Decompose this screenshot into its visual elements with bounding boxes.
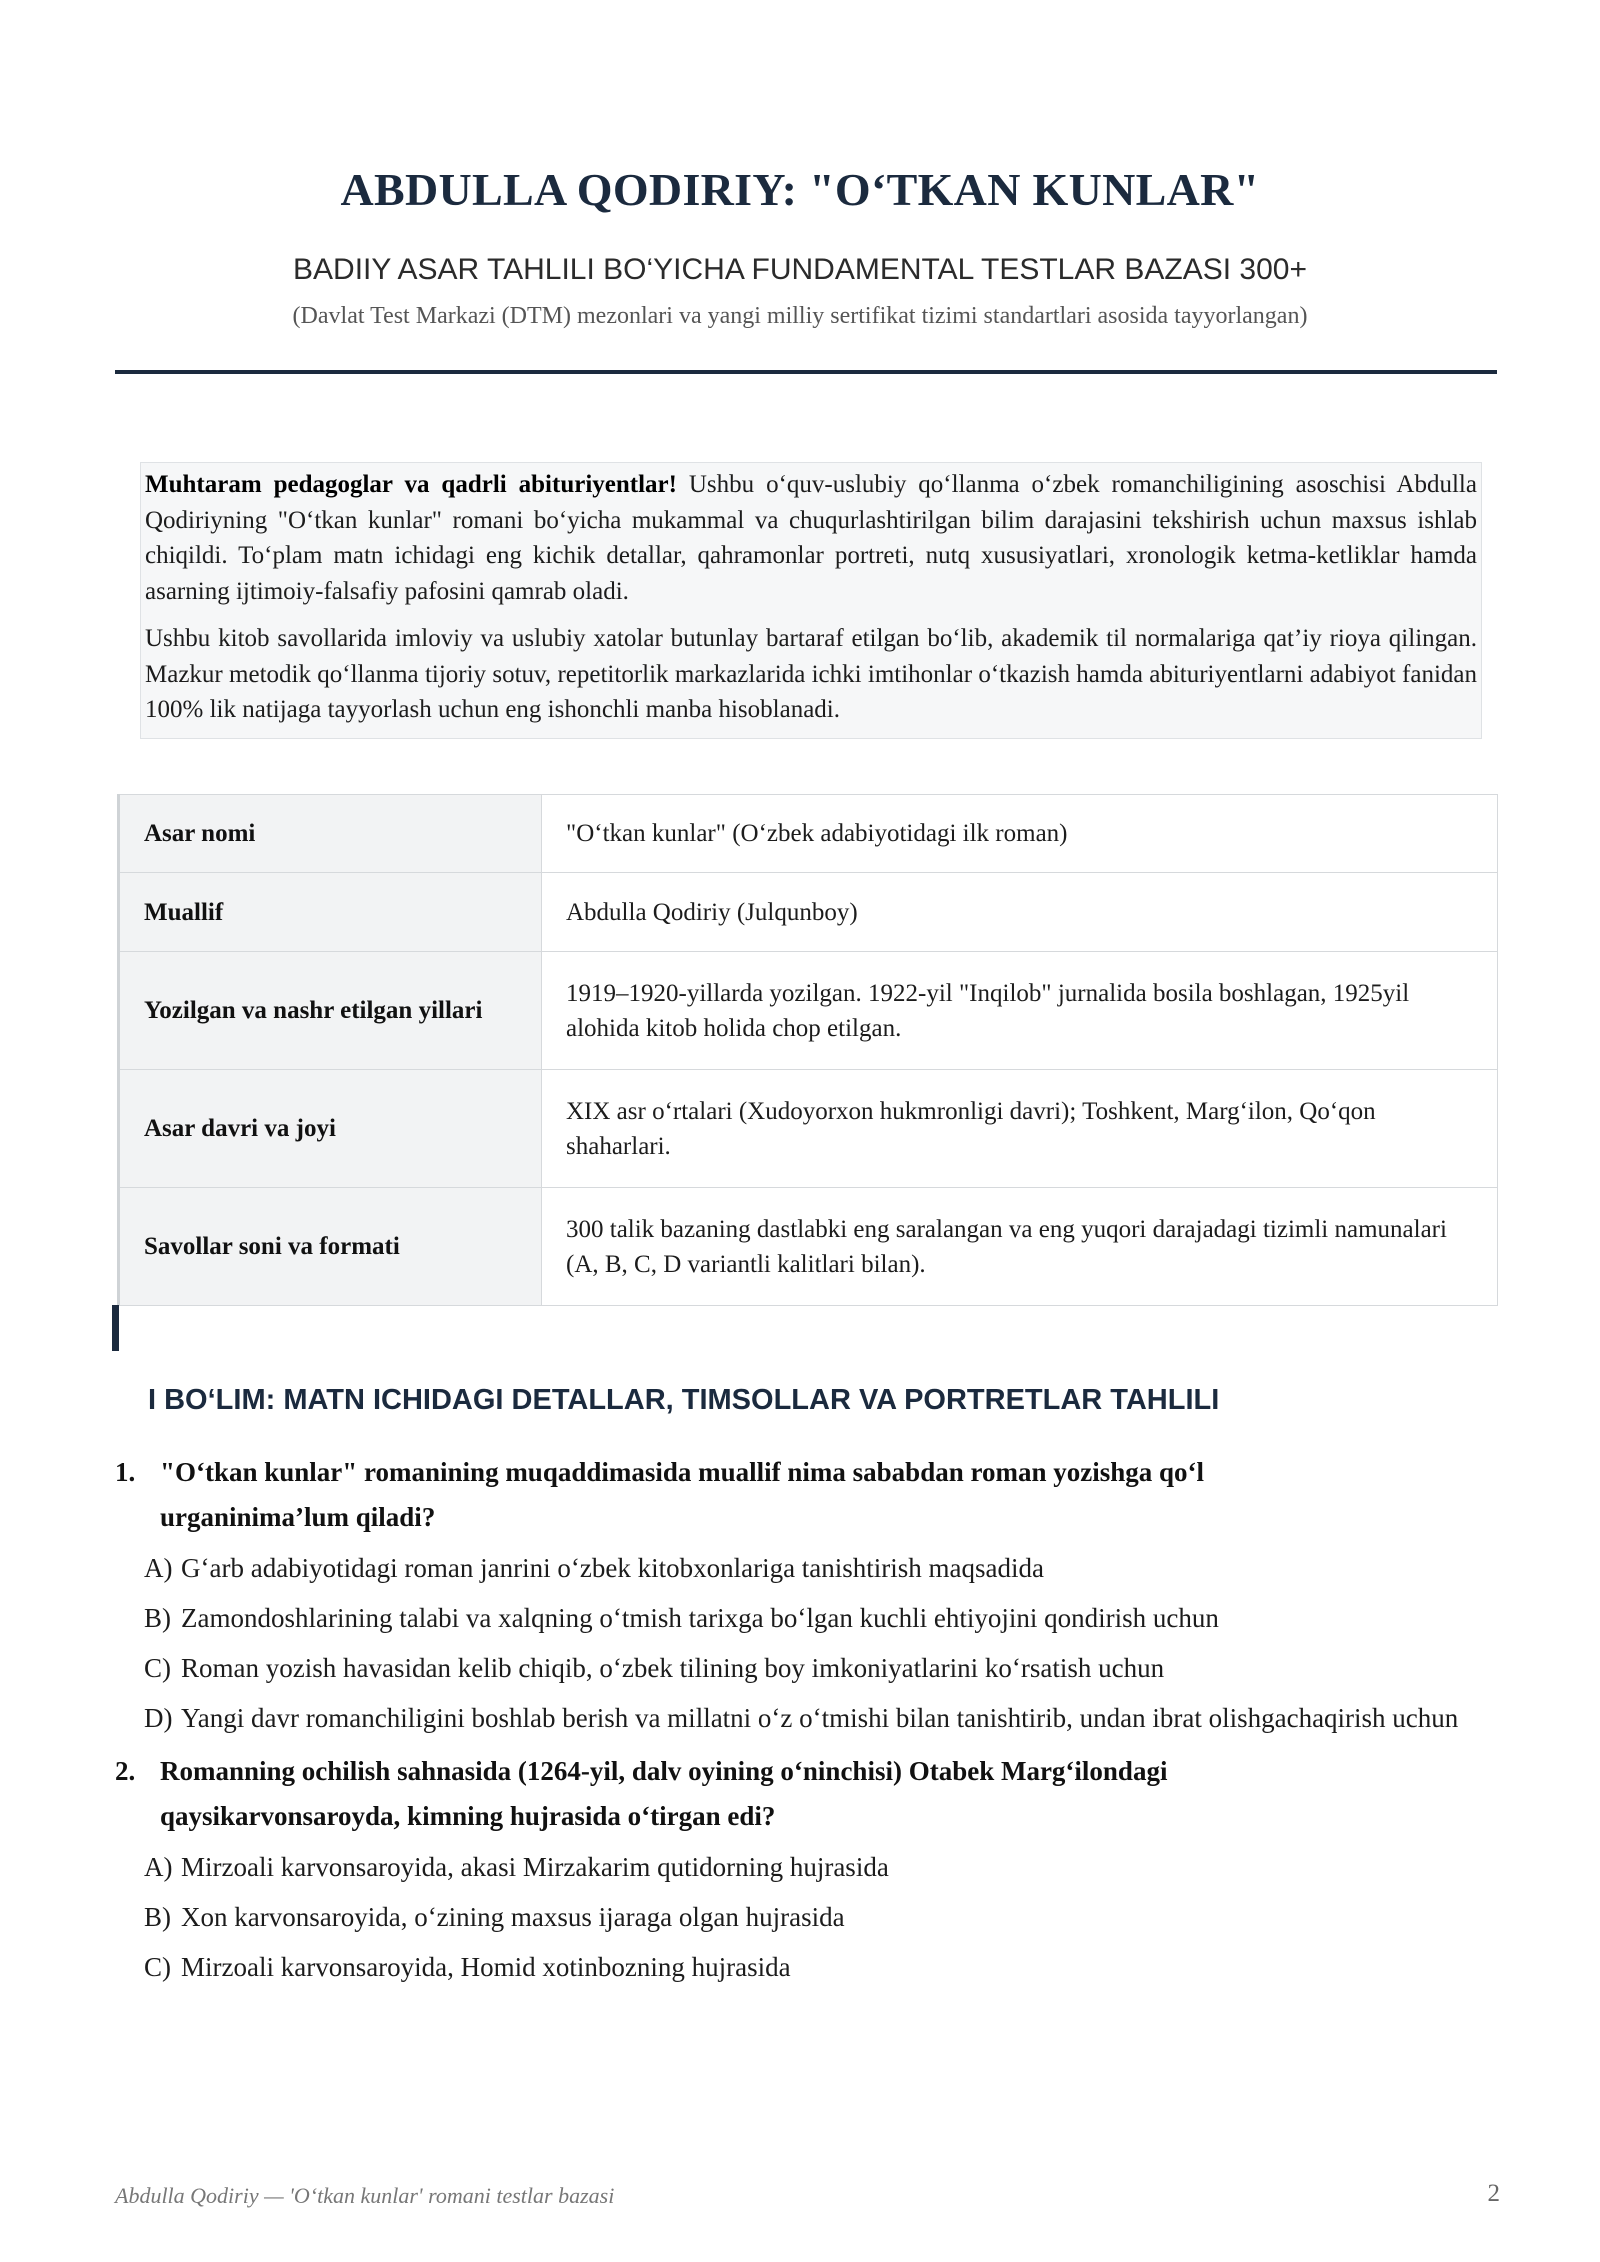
intro-text-1: Ushbu o‘quv-uslubiy qo‘llanma o‘zbek romanchiligining asoschisi Abdulla Qodiriyning "O‘tkan kunlar" romani bo‘yicha mukammal va chuqurlashtirilgan bilim darajasini tekshirish uchun maxsus ishlab chiqildi. To‘plam matn ichidagi eng kichik detallar, qahramonlar portreti, nutq xususiyatlari, xronologik ketma-ketliklar hamda asarning ijtimoiy-falsafiy pafosini qamrab oladi.: [145, 471, 1477, 605]
option-text: Mirzoali karvonsaroyida, akasi Mirzakarim qutidorning hujrasida: [181, 1852, 889, 1882]
option-letter: B): [144, 1902, 171, 1932]
answer-option: [144, 1898, 1495, 1936]
answer-option: [144, 1599, 1495, 1637]
option-text: G‘arb adabiyotidagi roman janrini o‘zbek kitobxonlariga tanishtirish maqsadida: [181, 1553, 1045, 1583]
info-key: Asar nomi: [119, 795, 542, 873]
section-accent-bar: [112, 1305, 119, 1351]
info-value: 1919–1920-yillarda yozilgan. 1922-yil "Inqilob" jurnalida bosila boshlagan, 1925yil alohida kitob holida chop etilgan.: [542, 952, 1498, 1070]
option-text: Xon karvonsaroyida, o‘zining maxsus ijaraga olgan hujrasida: [181, 1902, 845, 1932]
info-value: "O‘tkan kunlar" (O‘zbek adabiyotidagi ilk roman): [542, 795, 1498, 873]
question-item: [115, 1749, 1495, 1986]
question-text: "O‘tkan kunlar" romanining muqaddimasida muallif nima sababdan roman yozishga qo‘l urganinima’lum qiladi?: [160, 1457, 1204, 1532]
page-subtitle: BADIIY ASAR TAHLILI BO‘YICHA FUNDAMENTAL TESTLAR BAZASI 300+: [293, 253, 1307, 286]
answer-option: [144, 1649, 1495, 1687]
info-key: Asar davri va joyi: [119, 1070, 542, 1188]
info-value: Abdulla Qodiriy (Julqunboy): [542, 873, 1498, 952]
question-number: 1.: [115, 1457, 136, 1487]
option-letter: C): [144, 1952, 171, 1982]
option-text: Yangi davr romanchiligini boshlab berish va millatni o‘z o‘tmishi bilan tanishtirib, undan ibrat olishgachaqirish uchun: [181, 1703, 1459, 1733]
option-letter: C): [144, 1653, 171, 1683]
option-letter: A): [144, 1553, 173, 1583]
info-row: [119, 1070, 1498, 1188]
question-list: [115, 1450, 1495, 1998]
option-letter: A): [144, 1852, 173, 1882]
intro-lead: Muhtaram pedagoglar va qadrli abituriyentlar!: [145, 471, 677, 498]
info-key: Muallif: [119, 873, 542, 952]
info-key: Savollar soni va formati: [119, 1188, 542, 1306]
answer-option: [144, 1699, 1495, 1737]
question-stem: [115, 1450, 1495, 1540]
option-text: Roman yozish havasidan kelib chiqib, o‘zbek tilining boy imkoniyatlarini ko‘rsatish uchun: [181, 1653, 1165, 1683]
info-row: [119, 952, 1498, 1070]
question-number: 2.: [115, 1756, 136, 1786]
option-text: Zamondoshlarining talabi va xalqning o‘tmish tarixga bo‘lgan kuchli ehtiyojini qondirish uchun: [181, 1603, 1219, 1633]
info-row: [119, 795, 1498, 873]
footer-caption: Abdulla Qodiriy — 'O‘tkan kunlar' romani testlar bazasi: [115, 2183, 615, 2208]
info-key: Yozilgan va nashr etilgan yillari: [119, 952, 542, 1070]
intro-paragraph-1: [145, 467, 1477, 609]
info-value: 300 talik bazaning dastlabki eng saralangan va eng yuqori darajadagi tizimli namunalari (A, B, C, D variantli kalitlari bilan).: [542, 1188, 1498, 1306]
option-text: Mirzoali karvonsaroyida, Homid xotinbozning hujrasida: [181, 1952, 791, 1982]
answer-option: [144, 1948, 1495, 1986]
intro-box: [140, 462, 1482, 739]
page-title: ABDULLA QODIRIY: "O‘TKAN KUNLAR": [340, 164, 1260, 215]
intro-paragraph-2: Ushbu kitob savollarida imloviy va uslubiy xatolar butunlay bartaraf etilgan bo‘lib, akademik til normalariga qat’iy rioya qilingan. Mazkur metodik qo‘llanma tijoriy sotuv, repetitorlik markazlarida ichki imtihonlar o‘tkazish hamda abituriyentlarni adabiyot fanidan 100% lik natijaga tayyorlash uchun eng ishonchli manba hisoblanadi.: [145, 625, 1477, 723]
info-table: [117, 794, 1498, 1306]
page-note: (Davlat Test Markazi (DTM) mezonlari va yangi milliy sertifikat tizimi standartlari asosida tayyorlangan): [292, 303, 1308, 329]
question-item: [115, 1450, 1495, 1737]
answer-options: [115, 1848, 1495, 1986]
option-letter: B): [144, 1603, 171, 1633]
question-text: Romanning ochilish sahnasida (1264-yil, dalv oyining o‘ninchisi) Otabek Marg‘ilondagi qaysikarvonsaroyda, kimning hujrasida o‘tirgan edi?: [160, 1756, 1168, 1831]
info-row: [119, 1188, 1498, 1306]
info-row: [119, 873, 1498, 952]
page-number: 2: [1487, 2180, 1500, 2207]
question-stem: [115, 1749, 1495, 1839]
answer-option: [144, 1549, 1495, 1587]
answer-options: [115, 1549, 1495, 1737]
option-letter: D): [144, 1703, 173, 1733]
answer-option: [144, 1848, 1495, 1886]
header-divider: [115, 370, 1497, 374]
info-value: XIX asr o‘rtalari (Xudoyorxon hukmronligi davri); Toshkent, Marg‘ilon, Qo‘qon shaharlari.: [542, 1070, 1498, 1188]
section-heading: I BO‘LIM: MATN ICHIDAGI DETALLAR, TIMSOLLAR VA PORTRETLAR TAHLILI: [148, 1384, 1220, 1416]
